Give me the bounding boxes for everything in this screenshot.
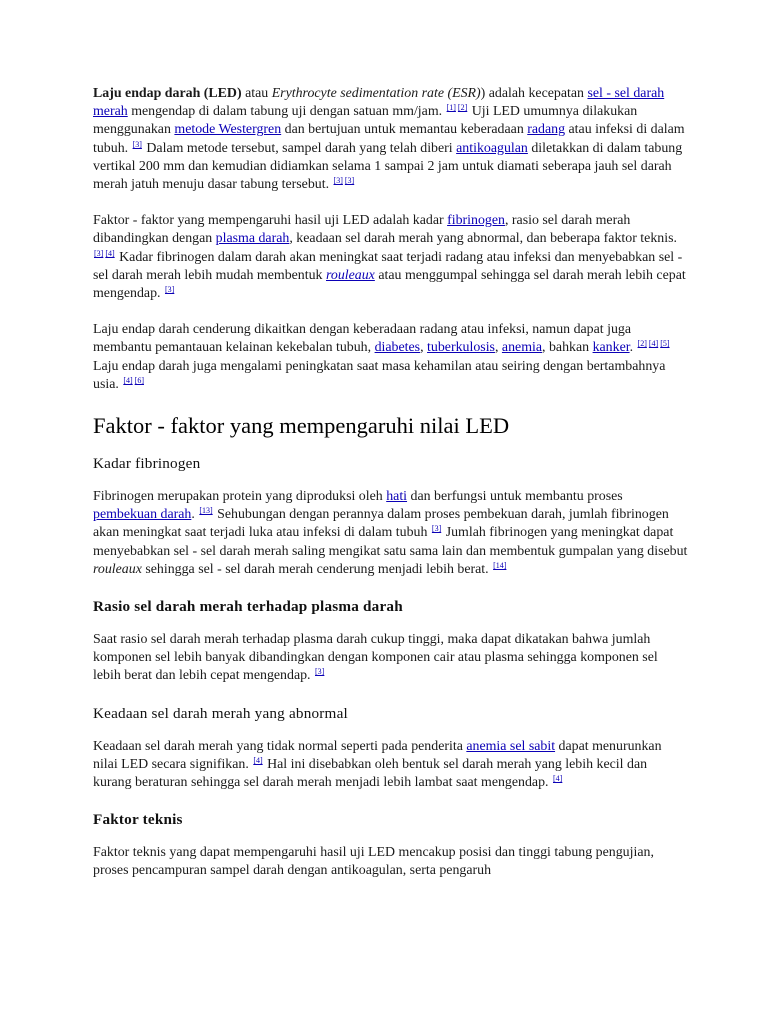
text: dan bertujuan untuk memantau keberadaan xyxy=(281,122,528,138)
text: . xyxy=(629,340,637,356)
citation-link[interactable]: [4] xyxy=(123,375,133,385)
text: Sehubungan dengan perannya dalam proses pembekuan darah, jumlah fibrinogen akan meningkat saat terjadi luka atau infeksi di dalam tubuh xyxy=(93,507,669,541)
subheading-rasio: Rasio sel darah merah terhadap plasma darah xyxy=(93,598,403,616)
link-kanker[interactable]: kanker xyxy=(592,340,630,356)
citation-link[interactable]: [6] xyxy=(134,375,144,385)
link-anemia-sel-sabit[interactable]: anemia sel sabit xyxy=(466,738,556,754)
text: , xyxy=(494,340,502,356)
link-fibrinogen[interactable]: fibrinogen xyxy=(447,213,505,229)
intro-paragraph-3 xyxy=(93,321,688,394)
abnormal-paragraph xyxy=(93,738,688,793)
citation-link[interactable]: [14] xyxy=(493,560,507,570)
citation-link[interactable]: [13] xyxy=(199,506,213,516)
text: Faktor teknis yang dapat mempengaruhi hasil uji LED mencakup posisi dan tinggi tabung pengujian, proses pencampuran sampel darah dengan antikoagulan, serta pengaruh xyxy=(93,845,654,879)
text: diletakkan di dalam tabung vertikal 200 mm dan kemudian didiamkan selama 1 sampai 2 jam untuk diamati seberapa jauh sel darah merah jatuh menuju dasar tabung tersebut. xyxy=(93,140,683,193)
citation-link[interactable]: [3] xyxy=(333,176,343,186)
citation-link[interactable]: [4] xyxy=(253,755,263,765)
text: Saat rasio sel darah merah terhadap plasma darah cukup tinggi, maka dapat dikatakan bahwa jumlah komponen sel lebih banyak dibandingkan dengan komponen cair atau plasma sehingga komponen sel lebih berat dan lebih cepat mengendap. xyxy=(93,632,658,684)
citation-link[interactable]: [1] xyxy=(446,103,456,113)
text: Jumlah fibrinogen yang meningkat dapat menyebabkan sel - sel darah merah saling mengikat satu sama lain dan membentuk gumpalan yang disebut xyxy=(93,525,688,559)
citation-link[interactable]: [3] xyxy=(94,248,104,258)
link-diabetes[interactable]: diabetes xyxy=(374,340,421,356)
citation-link[interactable]: [2] xyxy=(637,339,647,349)
citation-link[interactable]: [5] xyxy=(660,339,670,349)
text: Dalam metode tersebut, sampel darah yang telah diberi xyxy=(142,140,457,156)
subheading-abnormal: Keadaan sel darah merah yang abnormal xyxy=(93,704,348,722)
text: . xyxy=(191,507,199,523)
rasio-paragraph xyxy=(93,631,688,686)
text: , xyxy=(420,340,428,356)
subheading-faktor-teknis: Faktor teknis xyxy=(93,811,183,829)
link-plasma-darah[interactable]: plasma darah xyxy=(215,231,290,247)
intro-paragraph-1 xyxy=(93,85,688,194)
text: , bahkan xyxy=(542,340,593,356)
text: , rasio sel darah merah dibandingkan dengan xyxy=(93,213,631,247)
section-heading: Faktor - faktor yang mempengaruhi nilai LED xyxy=(93,413,510,439)
teknis-paragraph xyxy=(93,844,688,880)
text: Kadar fibrinogen dalam darah akan meningkat saat terjadi radang atau infeksi dan menyebabkan sel - sel darah merah lebih mudah membentuk xyxy=(93,249,683,283)
italic-term-esr: Erythrocyte sedimentation rate (ESR) xyxy=(271,86,481,101)
link-rouleaux[interactable]: rouleaux xyxy=(325,267,375,283)
text: dapat menurunkan nilai LED secara signifikan. xyxy=(93,738,662,772)
citation-link[interactable]: [3] xyxy=(315,667,325,677)
text: Hal ini disebabkan oleh bentuk sel darah merah yang lebih kecil dan kurang beraturan sehingga sel darah merah menjadi lebih lambat saat mengendap. xyxy=(93,756,648,791)
link-pembekuan-darah[interactable]: pembekuan darah xyxy=(93,507,192,523)
link-anemia[interactable]: anemia xyxy=(501,340,543,356)
text: atau infeksi di dalam tubuh. xyxy=(93,122,685,156)
intro-paragraph-2 xyxy=(93,212,688,303)
text: dan berfungsi untuk membantu proses xyxy=(407,489,623,505)
citation-link[interactable]: [4] xyxy=(105,248,115,258)
text: Fibrinogen merupakan protein yang diproduksi oleh xyxy=(93,489,387,505)
citation-link[interactable]: [2] xyxy=(457,103,468,113)
link-sel-darah-merah[interactable]: sel - sel darah merah xyxy=(93,86,665,120)
text: mengendap di dalam tabung uji dengan satuan mm/jam. xyxy=(127,104,446,120)
text: ) adalah kecepatan xyxy=(480,86,588,101)
italic-rouleaux: rouleaux xyxy=(93,561,142,577)
text: , keadaan sel darah merah yang abnormal, dan beberapa faktor teknis. xyxy=(289,231,677,247)
link-hati[interactable]: hati xyxy=(386,489,408,505)
link-tuberkulosis[interactable]: tuberkulosis xyxy=(427,340,495,356)
text: atau xyxy=(241,86,272,101)
text: Laju endap darah juga mengalami peningkatan saat masa kehamilan atau seiring dengan bertambahnya usia. xyxy=(93,358,666,392)
text: atau menggumpal sehingga sel darah merah lebih cepat mengendap. xyxy=(93,267,686,302)
subheading-kadar-fibrinogen: Kadar fibrinogen xyxy=(93,455,201,473)
citation-link[interactable]: [3] xyxy=(344,176,355,186)
fibrinogen-paragraph xyxy=(93,488,688,579)
citation-link[interactable]: [4] xyxy=(648,339,659,349)
text: sehingga sel - sel darah merah cenderung menjadi lebih berat. xyxy=(141,561,493,577)
article-content xyxy=(93,85,688,881)
link-radang[interactable]: radang xyxy=(527,122,566,138)
link-antikoagulan[interactable]: antikoagulan xyxy=(456,140,528,156)
text: Faktor - faktor yang mempengaruhi hasil uji LED adalah kadar xyxy=(93,213,448,229)
citation-link[interactable]: [4] xyxy=(553,774,563,784)
text: Laju endap darah cenderung dikaitkan dengan keberadaan radang atau infeksi, namun dapat juga membantu pemantauan kelainan kekebalan tubuh, xyxy=(93,322,632,356)
citation-link[interactable]: [3] xyxy=(164,285,175,295)
text: Uji LED umumnya dilakukan menggunakan xyxy=(93,104,638,138)
bold-term-led: Laju endap darah (LED) xyxy=(93,86,242,101)
link-metode-westergren[interactable]: metode Westergren xyxy=(174,122,282,138)
citation-link[interactable]: [3] xyxy=(132,139,142,149)
citation-link[interactable]: [3] xyxy=(431,524,442,534)
text: Keadaan sel darah merah yang tidak normal seperti pada penderita xyxy=(93,738,467,754)
